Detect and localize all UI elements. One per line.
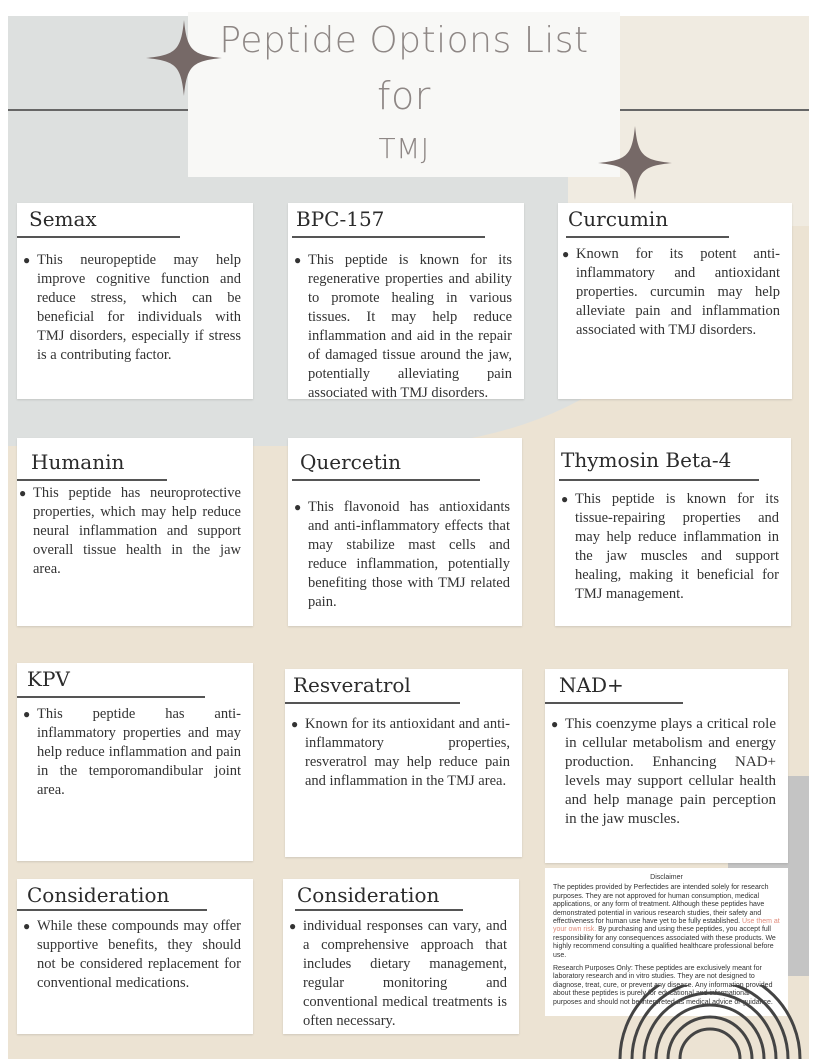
title-line-1: Peptide Options List	[219, 20, 589, 61]
card-text-content: Known for its antioxidant and anti-inflammatory properties, resveratrol may help reduce pain and inflammation in the TMJ area.	[305, 716, 510, 789]
card-text-content: This peptide is known for its tissue-repairing properties and may help reduce inflammation in the jaw muscles and support healing, making it beneficial for TMJ management.	[575, 491, 779, 602]
title-line-2: for	[377, 74, 431, 118]
card-title: Consideration	[297, 883, 440, 907]
card-title: Humanin	[31, 450, 125, 474]
card-text	[23, 705, 241, 800]
card-text-content: This peptide has neuroprotective properties, which may help reduce neural inflammation and support overall tissue health in the jaw area.	[33, 485, 241, 577]
bullet-icon: ●	[551, 717, 559, 731]
card-title-underline	[295, 909, 463, 911]
card-nad-plus	[545, 669, 788, 863]
card-text-content: This coenzyme plays a critical role in cellular metabolism and energy production. Enhancing NAD+ levels may support cellular health and help manage pain perception in the jaw muscles.	[565, 716, 776, 827]
card-text	[19, 484, 241, 579]
card-title: Semax	[29, 207, 97, 231]
bullet-icon: ●	[294, 500, 302, 514]
card-title: KPV	[27, 667, 70, 691]
card-text-content: This flavonoid has antioxidants and anti-inflammatory effects that may stabilize mast cells and reduce inflammation, potentially benefiting those with TMJ related pain.	[308, 499, 510, 610]
title-box	[188, 12, 620, 177]
card-text	[294, 251, 512, 403]
disclaimer-text-1b: By purchasing and using these peptides, you accept full responsibility for any consequences associated with these products. We highly recommend consulting a qualified healthcare professional before use.	[553, 926, 776, 959]
card-text	[294, 498, 510, 612]
card-humanin	[17, 438, 253, 626]
card-title-underline	[559, 479, 759, 481]
card-title: NAD+	[559, 673, 624, 697]
card-text	[562, 245, 780, 340]
card-consideration-1	[17, 879, 253, 1034]
bullet-icon: ●	[23, 707, 31, 721]
card-text-content: Known for its potent anti-inflammatory and antioxidant properties. curcumin may help alleviate pain and inflammation associated with TMJ disorders.	[576, 246, 780, 338]
card-title: Quercetin	[300, 450, 402, 474]
card-thymosin-beta-4	[555, 438, 791, 626]
star-icon-top-left	[146, 20, 222, 96]
card-text-content: This peptide has anti-inflammatory properties and may help reduce inflammation and pain in the temporomandibular joint area.	[37, 706, 241, 798]
bullet-icon: ●	[561, 492, 569, 506]
card-consideration-2	[283, 879, 519, 1034]
card-title-underline	[292, 236, 485, 238]
card-text	[23, 251, 241, 365]
card-bpc-157	[288, 203, 524, 399]
bullet-icon: ●	[294, 253, 302, 267]
card-text	[289, 917, 507, 1031]
bullet-icon: ●	[289, 919, 297, 933]
title-line-3: TMJ	[378, 132, 430, 165]
bullet-icon: ●	[19, 486, 27, 500]
card-title: Thymosin Beta-4	[561, 448, 732, 472]
card-title-underline	[17, 696, 205, 698]
card-curcumin	[558, 203, 792, 399]
disclaimer-paragraph-2: Research Purposes Only: These peptides are exclusively meant for laboratory research and in vitro studies. They are not designed to diagnose, treat, cure, or prevent any disease. Any information provided about these peptides is purely for educational and informational purposes and should not be interpreted as medical advice or guidance.	[553, 965, 773, 1006]
star-icon-right	[598, 126, 672, 200]
card-title-underline	[566, 236, 729, 238]
bullet-icon: ●	[23, 253, 31, 267]
card-title-underline	[17, 909, 207, 911]
card-title-underline	[545, 702, 683, 704]
card-quercetin	[288, 438, 522, 626]
card-text	[561, 490, 779, 604]
card-title: Curcumin	[568, 207, 669, 231]
bullet-icon: ●	[291, 717, 299, 731]
disclaimer-paragraph-1	[553, 884, 780, 960]
card-text-content: While these compounds may offer supportive benefits, they should not be considered replacement for conventional medications.	[37, 918, 241, 991]
card-title: Consideration	[27, 883, 170, 907]
card-text-content: This neuropeptide may help improve cognitive function and reduce stress, which can be beneficial for individuals with TMJ disorders, especially if stress is a contributing factor.	[37, 252, 241, 363]
card-title-underline	[292, 479, 480, 481]
disclaimer-title: Disclaimer	[650, 874, 683, 881]
card-text	[291, 715, 510, 791]
bullet-icon: ●	[562, 247, 570, 261]
card-text	[551, 715, 776, 829]
card-semax	[17, 203, 253, 399]
card-kpv	[17, 663, 253, 861]
disclaimer-text-1a: The peptides provided by Perfectides are intended solely for research purposes. They are not approved for human consumption, medical applications, or any form of treatment. Although these peptides have demonstrated potential in various research studies, their safety and effectiveness for human use have yet to be fully established.	[553, 884, 769, 926]
card-text	[23, 917, 241, 993]
card-title-underline	[17, 236, 180, 238]
bullet-icon: ●	[23, 919, 31, 933]
card-title: BPC-157	[296, 207, 385, 231]
card-title-underline	[285, 702, 460, 704]
card-text-content: This peptide is known for its regenerative properties and ability to promote healing in various tissues. It may help reduce inflammation and aid in the repair of damaged tissue around the jaw, potentially alleviating pain associated with TMJ disorders.	[308, 252, 512, 401]
card-text-content: individual responses can vary, and a comprehensive approach that includes dietary management, regular monitoring and conventional medical treatments is often necessary.	[303, 918, 507, 1029]
card-title-underline	[17, 479, 167, 481]
arc-stripes-decoration	[600, 985, 809, 1059]
disclaimer-risk-note: Use them at your own risk.	[553, 918, 780, 934]
card-resveratrol	[285, 669, 522, 857]
card-title: Resveratrol	[293, 673, 411, 697]
